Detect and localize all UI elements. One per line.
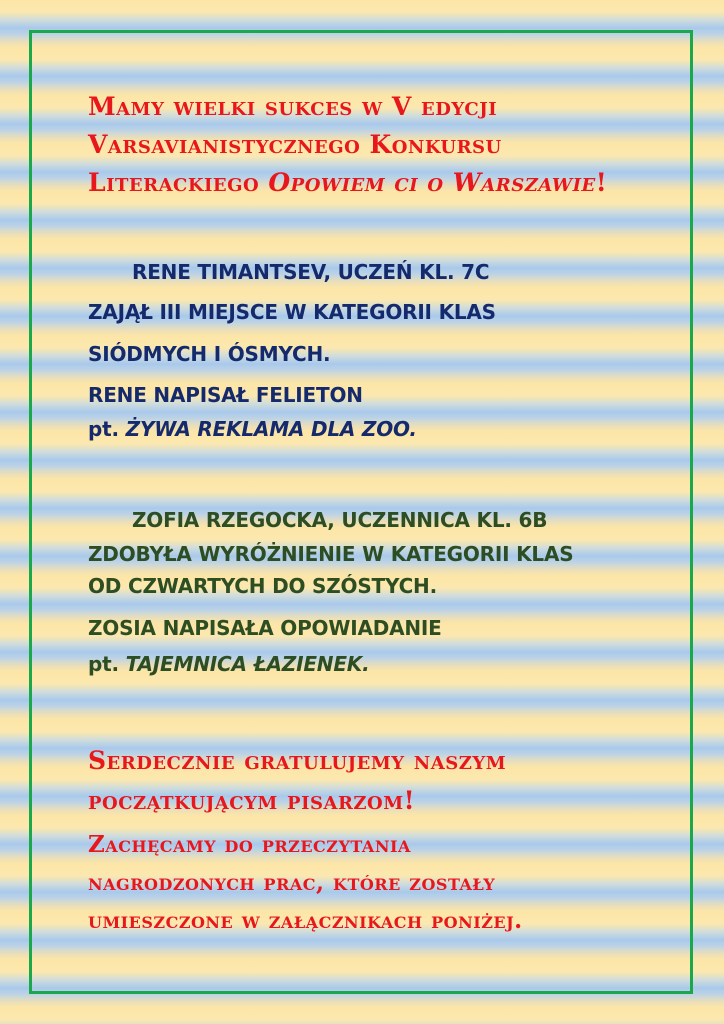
winner-1-work <box>88 412 496 446</box>
winner-1-pt-label: pt. <box>88 417 126 441</box>
announcement-line-3-prefix: Literackiego <box>88 168 269 197</box>
winner-2-category: OD CZWARTYCH DO SZÓSTYCH. <box>88 574 437 598</box>
winner-1-work-title: ŻYWA REKLAMA DLA ZOO. <box>125 417 417 441</box>
invitation-line-2: nagrodzonych prac, które zostały <box>88 869 496 896</box>
winner-2-pt-label: pt. <box>88 652 126 676</box>
winner-1-category: SIÓDMYCH I ÓSMYCH. <box>88 342 331 366</box>
announcement-line-1: Mamy wielki sukces w V edycji <box>88 92 498 121</box>
invitation-text <box>88 826 523 940</box>
winner-1-work-type: RENE NAPISAŁ FELIETON <box>88 383 363 407</box>
winner-2-name: ZOFIA RZEGOCKA, UCZENNICA KL. 6B <box>132 508 548 532</box>
congratulations-heading <box>88 741 506 821</box>
announcement-line-3 <box>88 164 607 202</box>
winner-2-work <box>88 646 573 682</box>
winner-1-place: ZAJĄŁ III MIEJSCE W KATEGORII KLAS <box>88 300 496 324</box>
winner-2-section <box>88 502 573 682</box>
announcement-heading <box>88 88 607 202</box>
congratulations-line-2: początkującym pisarzom! <box>88 786 416 815</box>
winner-2-work-type: ZOSIA NAPISAŁA OPOWIADANIE <box>88 616 442 640</box>
contest-title: Opowiem ci o Warszawie <box>268 168 596 197</box>
winner-1-section <box>88 252 496 446</box>
winner-1-name: RENE TIMANTSEV, UCZEŃ KL. 7C <box>132 260 490 284</box>
invitation-line-1: Zachęcamy do przeczytania <box>88 831 411 858</box>
winner-2-award: ZDOBYŁA WYRÓŻNIENIE W KATEGORII KLAS <box>88 542 574 566</box>
announcement-exclamation: ! <box>595 168 608 197</box>
congratulations-line-1: Serdecznie gratulujemy naszym <box>88 746 507 775</box>
invitation-line-3: umieszczone w załącznikach poniżej. <box>88 907 523 934</box>
winner-2-work-title: TAJEMNICA ŁAZIENEK. <box>125 652 370 676</box>
announcement-line-2: Varsavianistycznego Konkursu <box>88 130 502 159</box>
